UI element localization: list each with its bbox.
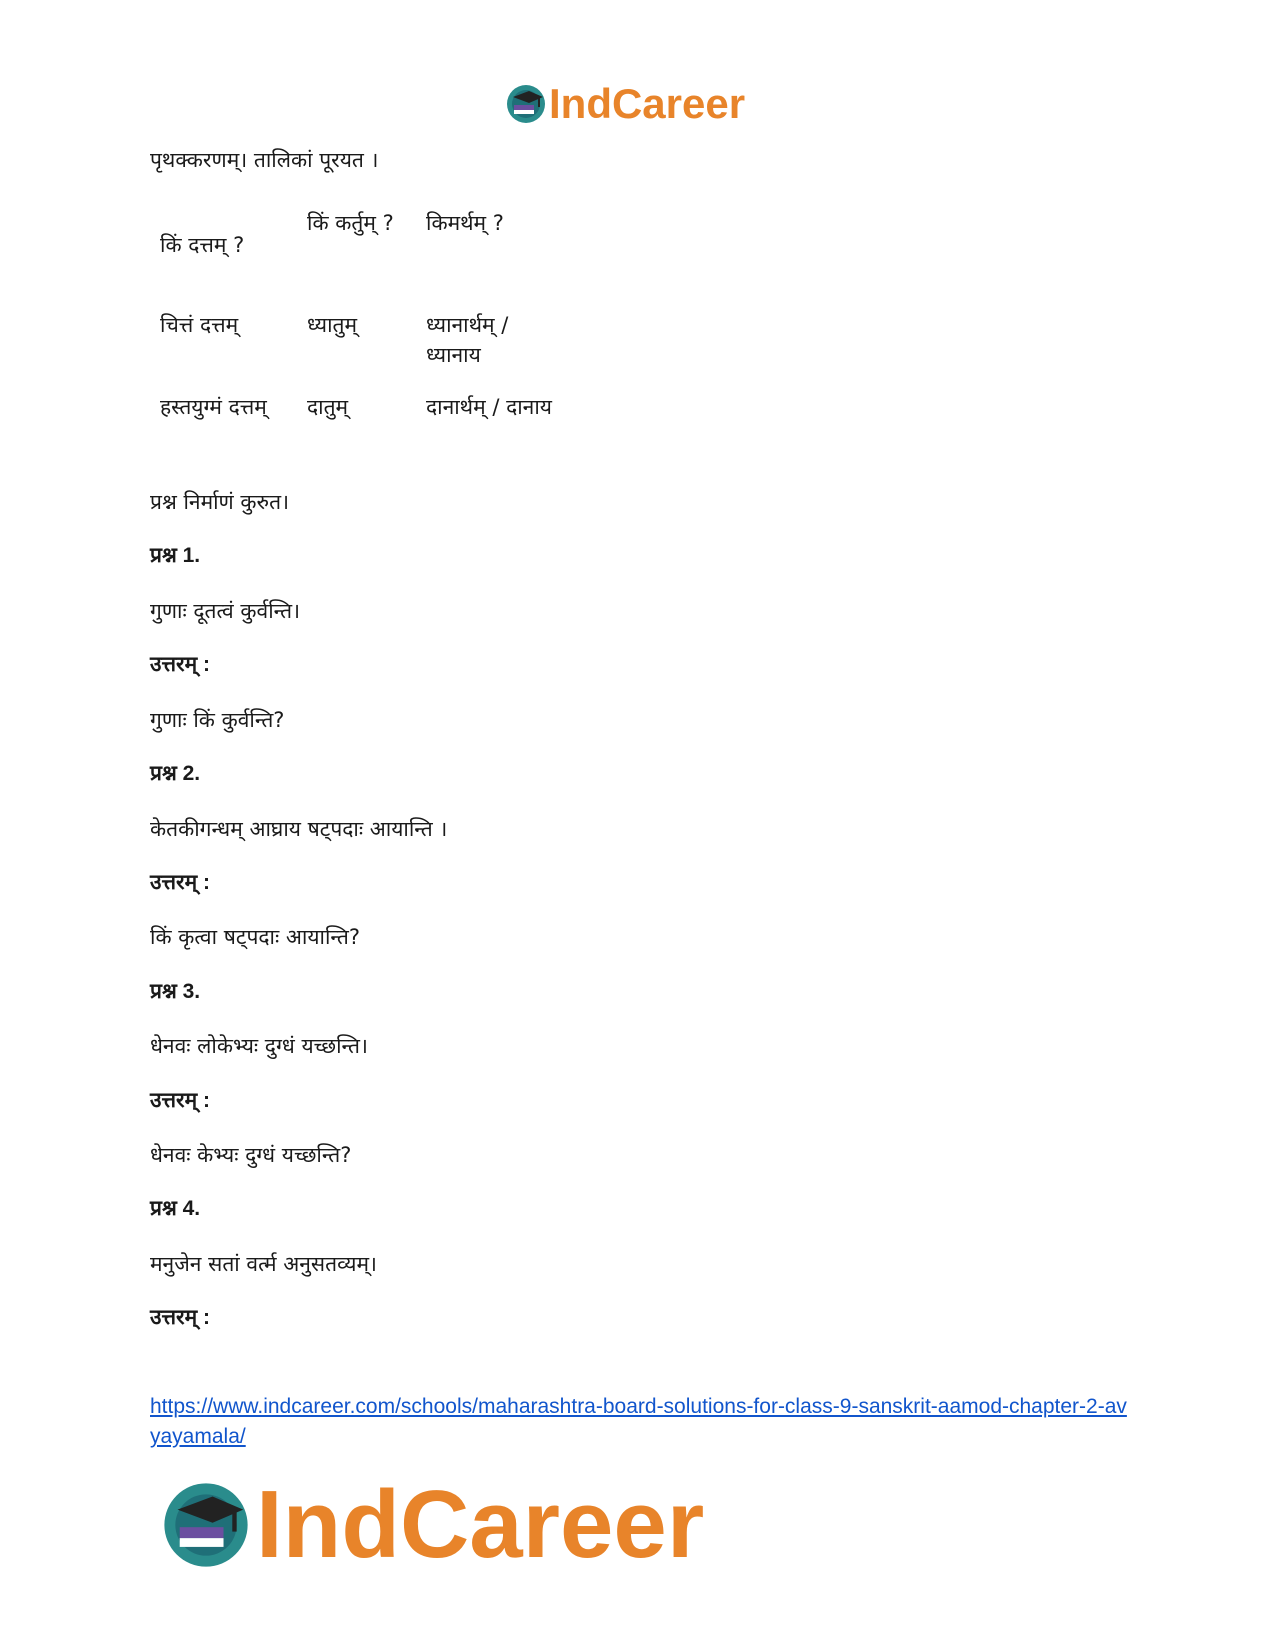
table-cell: चित्तं दत्तम् [160, 313, 239, 337]
section-title: प्रश्न निर्माणं कुरुत। [150, 490, 290, 514]
table-cell: ध्यानार्थम् / ध्यानाय [426, 313, 509, 367]
question-sentence: मनुजेन सतां वर्त्म अनुसतव्यम्। [150, 1252, 377, 1276]
question-sentence: धेनवः लोकेभ्यः दुग्धं यच्छन्ति। [150, 1034, 368, 1058]
answer-label: उत्तरम् : [150, 653, 210, 676]
table-cell: ध्यातुम् [307, 313, 358, 337]
table-cell: दातुम् [307, 395, 349, 419]
answer-text: किं कृत्वा षट्पदाः आयान्ति? [150, 925, 360, 949]
question-sentence: केतकीगन्धम् आघ्राय षट्पदाः आयान्ति । [150, 817, 448, 841]
graduation-cap-icon [160, 1479, 252, 1571]
question-sentence: गुणाः दूतत्वं कुर्वन्ति। [150, 599, 301, 623]
source-link[interactable]: https://www.indcareer.com/schools/maharashtra-board-solutions-for-class-9-sanskrit-aamod-chapter-2-avyayamala/ [150, 1395, 1127, 1448]
table-header: किं दत्तम् ? [160, 233, 245, 257]
answer-label: उत्तरम् : [150, 1306, 210, 1329]
table-header: किं कर्तुम् ? [307, 211, 394, 235]
question-label: प्रश्न 3. [150, 980, 201, 1003]
indcareer-logo-bottom [160, 1470, 704, 1580]
intro-text: पृथक्करणम्। तालिकां पूरयत । [150, 148, 379, 172]
question-label: प्रश्न 1. [150, 544, 201, 567]
logo-text: IndCareer [256, 1471, 705, 1578]
table-cell: दानार्थम् / दानाय [426, 395, 552, 419]
table-cell: हस्तयुग्मं दत्तम् [160, 395, 267, 419]
graduation-cap-icon [505, 83, 547, 125]
table-header: किमर्थम् ? [426, 211, 504, 235]
answer-label: उत्तरम् : [150, 1089, 210, 1112]
answer-label: उत्तरम् : [150, 871, 210, 894]
question-label: प्रश्न 2. [150, 762, 201, 785]
indcareer-logo-top [505, 80, 745, 128]
question-label: प्रश्न 4. [150, 1197, 201, 1220]
logo-text: IndCareer [549, 80, 746, 127]
answer-text: धेनवः केभ्यः दुग्धं यच्छन्ति? [150, 1143, 352, 1167]
answer-text: गुणाः किं कुर्वन्ति? [150, 708, 285, 732]
